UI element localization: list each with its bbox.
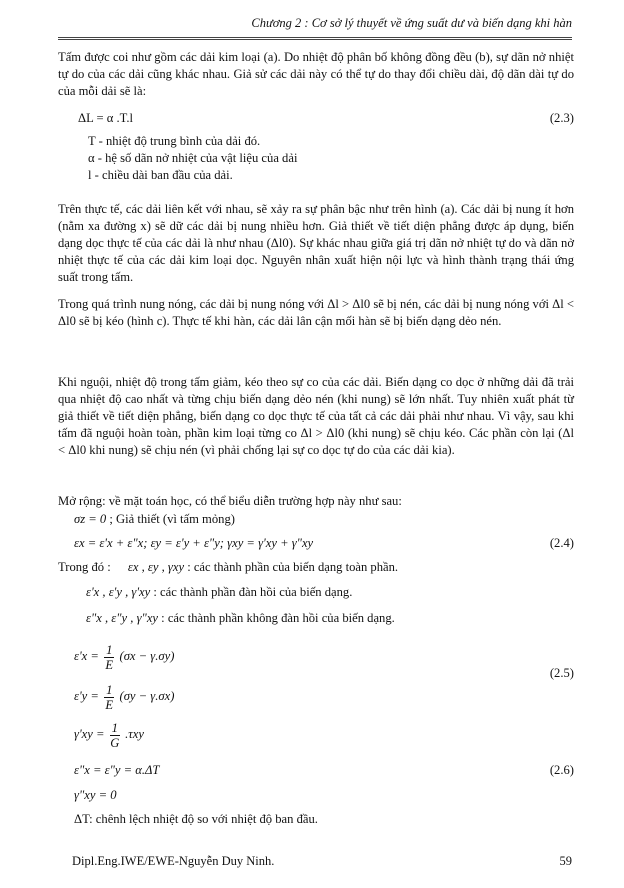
elastic-text: : các thành phần đàn hồi của biến dạng. bbox=[153, 585, 353, 599]
equation-number-2-5: (2.5) bbox=[549, 666, 574, 680]
inelastic-text: : các thành phần không đàn hồi của biến dạng. bbox=[161, 611, 395, 625]
where-label: Trong đó : bbox=[58, 560, 111, 574]
sigma-z-line bbox=[74, 511, 235, 528]
equation-2-5-ex bbox=[74, 641, 174, 672]
fraction-1-g bbox=[110, 721, 120, 750]
inelastic-strain-line bbox=[86, 610, 395, 627]
elastic-strain-line bbox=[86, 584, 352, 601]
page-header: Chương 2 : Cơ sở lý thuyết về ứng suất dư và biến dạng khi hàn bbox=[251, 16, 572, 30]
fraction-num: 1 bbox=[106, 682, 113, 697]
footer-author: Dipl.Eng.IWE/EWE-Nguyễn Duy Ninh. bbox=[72, 854, 275, 868]
header-rule-2 bbox=[58, 39, 572, 40]
definition-alpha: α - hệ số dãn nở nhiệt của vật liệu của dải bbox=[88, 151, 298, 165]
total-strain-text: : các thành phần của biến dạng toàn phần. bbox=[187, 560, 399, 574]
fraction-num: 1 bbox=[106, 642, 113, 657]
equation-2-6-line1: ε"x = ε"y = α.ΔT bbox=[74, 763, 160, 777]
definition-t: T - nhiệt độ trung bình của dải đó. bbox=[88, 134, 261, 148]
gxy-lhs: γ'xy = bbox=[74, 727, 105, 741]
sigma-z-formula: σz = 0 bbox=[74, 512, 107, 526]
ey-rhs: (σy − γ.σx) bbox=[119, 689, 175, 703]
fraction-den: E bbox=[105, 657, 114, 672]
equation-2-6-line2: γ"xy = 0 bbox=[74, 788, 117, 802]
equation-number-2-6: (2.6) bbox=[549, 763, 574, 777]
extension-intro: Mở rộng: về mặt toán học, có thể biểu diễn trường hợp này như sau: bbox=[58, 494, 402, 508]
total-strain-line bbox=[58, 559, 398, 576]
equation-2-5-gxy bbox=[74, 719, 144, 750]
paragraph-1: Tấm được coi như gồm các dải kim loại (a). Do nhiệt độ phân bố không đồng đều (b), sự dãn nở nhiệt tự do của các dải cũng khác nhau. Giả sử các dải này có thể tự do thay đổi chiều dài, độ dãn dài tự do của mỗi dải sẽ là: bbox=[58, 50, 574, 98]
fraction-num: 1 bbox=[111, 720, 118, 735]
paragraph-3: Trong quá trình nung nóng, các dải bị nung nóng với Δl > Δl0 sẽ bị nén, các dải bị nung nóng với Δl < Δl0 sẽ bị kéo (hình c). Thực tế khi hàn, các dải lân cận mối hàn sẽ bị biến dạng dẻo nén. bbox=[58, 297, 574, 328]
ex-rhs: (σx − γ.σy) bbox=[119, 649, 175, 663]
fraction-den: E bbox=[105, 697, 114, 712]
sigma-z-note: ; Giả thiết (vì tấm mỏng) bbox=[106, 512, 235, 526]
total-strain-vars: εx , εy , γxy bbox=[127, 560, 185, 574]
fraction-den: G bbox=[110, 735, 120, 750]
ex-lhs: ε'x = bbox=[74, 649, 99, 663]
inelastic-vars: ε"x , ε"y , γ"xy bbox=[86, 611, 159, 625]
delta-t-note: ΔT: chênh lệch nhiệt độ so với nhiệt độ ban đầu. bbox=[74, 812, 318, 826]
ey-lhs: ε'y = bbox=[74, 689, 99, 703]
equation-2-5-ey bbox=[74, 681, 174, 712]
fraction-1-e bbox=[104, 683, 114, 712]
definition-l: l - chiều dài ban đầu của dải. bbox=[88, 168, 233, 182]
equation-number-2-4: (2.4) bbox=[549, 536, 574, 550]
equation-number-2-3: (2.3) bbox=[549, 111, 574, 125]
paragraph-4: Khi nguội, nhiệt độ trong tấm giảm, kéo theo sự co của các dải. Biến dạng co dọc ở những dải đã trải qua nhiệt độ cao nhất và từng chịu biến dạng dẻo nén (khi nung) sẽ lớn nhất. Tuy nhiên xuất phát từ giả thiết về tiết diện phẳng, biến dạng co dọc thực tế của tất cả các dải phải như nhau. Vì vậy, sau khi tấm đã nguội hoàn toàn, phần kim loại từng co Δl > Δl0 (khi nung) sẽ chịu kéo. Các phần còn lại (Δl < Δl0 khi nung) sẽ chịu nén (vì phải chống lại sự co dọc tự do của các dải kia). bbox=[58, 375, 574, 457]
fraction-1-e bbox=[104, 643, 114, 672]
equation-2-4: εx = ε'x + ε"x; εy = ε'y + ε"y; γxy = γ'xy + γ"xy bbox=[74, 536, 314, 550]
gxy-rhs: .τxy bbox=[125, 727, 144, 741]
equation-2-3: ΔL = α .T.l bbox=[78, 111, 134, 125]
page-number: 59 bbox=[559, 854, 572, 868]
header-rule bbox=[58, 37, 572, 38]
elastic-vars: ε'x , ε'y , γ'xy bbox=[86, 585, 151, 599]
paragraph-2: Trên thực tế, các dải liên kết với nhau, sẽ xảy ra sự phân bậc như trên hình (a). Các dải bị nung ít hơn (nằm xa đường x) sẽ dữ các dải bị nung nhiều hơn. Giả thiết về tiết diện phẳng được áp dụng, biến dạng dọc thực tế của các dải là như nhau (Δl0). Sự khác nhau giữa giá trị dãn nở nhiệt tự do và dãn nở nhiệt thực tế của các dải kim loại dọc. Nguyên nhân xuất hiện nội lực và hình thành trạng thái ứng suất trong tấm. bbox=[58, 202, 574, 284]
